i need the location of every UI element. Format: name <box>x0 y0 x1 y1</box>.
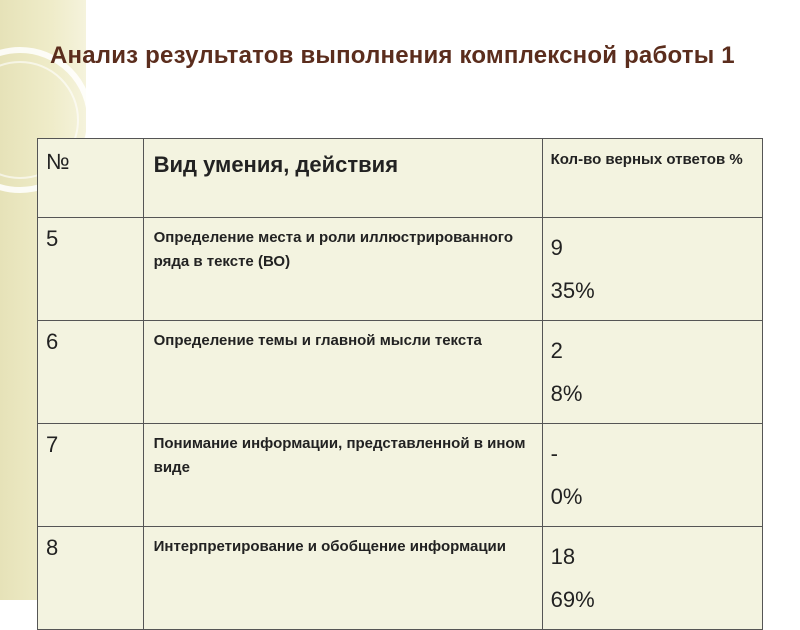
table-header-row <box>38 139 763 218</box>
row-number: 5 <box>38 218 144 321</box>
row-skill: Определение места и роли иллюстрированного ряда в тексте (ВО) <box>143 218 542 321</box>
row-count-cell <box>542 218 762 321</box>
header-correct-count: Кол-во верных ответов % <box>542 139 762 218</box>
row-number: 8 <box>38 527 144 630</box>
row-percent: 8% <box>550 381 583 406</box>
header-number: № <box>38 139 144 218</box>
row-percent: 0% <box>550 484 583 509</box>
table-row <box>38 218 763 321</box>
header-skill: Вид умения, действия <box>143 139 542 218</box>
row-percent: 35% <box>550 278 595 303</box>
results-table <box>37 138 763 630</box>
slide-title: Анализ результатов выполнения комплексной работы 1 <box>50 42 735 69</box>
table-row <box>38 321 763 424</box>
row-number: 6 <box>38 321 144 424</box>
row-count-cell <box>542 321 762 424</box>
row-count-cell <box>542 424 762 527</box>
row-skill: Понимание информации, представленной в ином виде <box>143 424 542 527</box>
table-row <box>38 527 763 630</box>
row-count: 18 <box>550 544 576 569</box>
row-count: 9 <box>550 235 563 260</box>
row-count: 2 <box>550 338 563 363</box>
row-count-cell <box>542 527 762 630</box>
row-count: - <box>550 441 558 466</box>
row-skill: Интерпретирование и обобщение информации <box>143 527 542 630</box>
row-skill: Определение темы и главной мысли текста <box>143 321 542 424</box>
table-row <box>38 424 763 527</box>
row-percent: 69% <box>550 587 595 612</box>
row-number: 7 <box>38 424 144 527</box>
